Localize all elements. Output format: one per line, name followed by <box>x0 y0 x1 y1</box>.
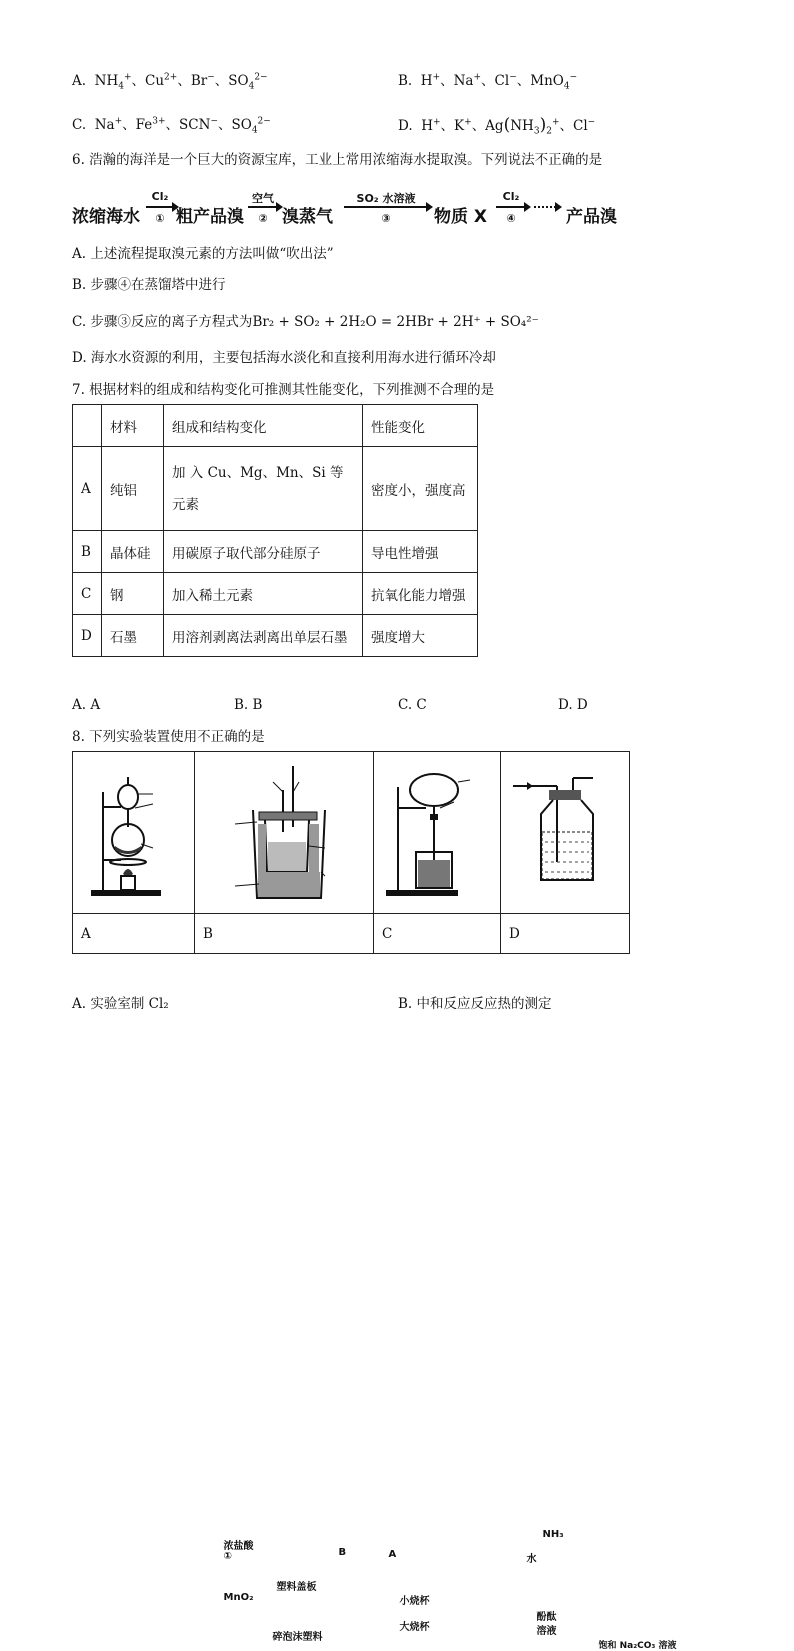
q6-option-c <box>72 313 539 331</box>
q6-stem: 6. 浩瀚的海洋是一个巨大的资源宝库，工业上常用浓缩海水提取溴。下列说法不正确的是 <box>72 152 603 168</box>
fig-c-solution-label: 溶液 <box>536 1625 557 1637</box>
row-material: 钢 <box>102 573 164 615</box>
q5-b-letter: B. <box>398 73 413 89</box>
flow-step-4: ④ <box>506 212 516 225</box>
fig-a-acid-label: 浓盐酸 <box>223 1540 254 1552</box>
q7-answer-a: A. A <box>72 697 101 713</box>
flow-node-5: 产品溴 <box>566 207 617 227</box>
row-property: 导电性增强 <box>363 531 478 573</box>
row-property: 密度小，强度高 <box>363 447 478 531</box>
chlorine-generator-figure <box>73 752 194 909</box>
q6-flow-diagram <box>72 188 632 232</box>
q7-answer-b: B. B <box>234 697 263 713</box>
flow-dotted-arrow <box>534 206 556 208</box>
row-change: 加入稀土元素 <box>164 573 363 615</box>
q8-option-b: B. 中和反应反应热的测定 <box>398 996 552 1012</box>
row-id: C <box>73 573 102 615</box>
row-change <box>164 447 363 531</box>
q5-option-c: C. Na+、$Fe^{3+}$、SCN−、$SO_4^{2-}$ <box>72 116 271 136</box>
q6-option-c-prefix: C. 步骤③反应的离子方程式为 <box>72 314 253 330</box>
fig-c-nh3-label: NH₃ <box>542 1528 564 1540</box>
flow-reagent-1: Cl₂ <box>151 190 169 203</box>
q8-stem: 8. 下列实验装置使用不正确的是 <box>72 729 265 745</box>
table-row <box>73 531 478 573</box>
q5-option-a: A. $NH_4^+$、$Cu^{2+}$、Br−、$SO_4^{2-}$ <box>72 72 268 92</box>
figure-label: A <box>73 914 195 954</box>
q6-option-b: B. 步骤④在蒸馏塔中进行 <box>72 277 226 293</box>
ion: $NH_4^+$ <box>94 72 132 92</box>
flow-reagent-2: 空气 <box>252 192 274 205</box>
fig-c-water-label: 水 <box>526 1553 537 1565</box>
flow-arrow-3 <box>344 206 428 208</box>
table-header-cell: 材料 <box>102 405 164 447</box>
q7-answer-d: D. D <box>558 697 588 713</box>
row-material: 晶体硅 <box>102 531 164 573</box>
flow-node-4: 物质 X <box>434 207 488 227</box>
row-change: 用溶剂剥离法剥离出单层石墨 <box>164 615 363 657</box>
row-property: 抗氧化能力增强 <box>363 573 478 615</box>
flow-node-1: 浓缩海水 <box>72 207 140 227</box>
q5-a-letter: A. <box>72 73 87 89</box>
fig-b-A-label: A <box>388 1548 397 1560</box>
table-row <box>73 447 478 531</box>
table-header-cell <box>73 405 102 447</box>
calorimeter-figure <box>195 752 373 909</box>
row-property: 强度增大 <box>363 615 478 657</box>
flow-step-2: ② <box>258 212 268 225</box>
table-header-row <box>73 405 478 447</box>
flow-arrow-4 <box>496 206 526 208</box>
flow-arrow-2 <box>248 206 278 208</box>
figure-label: C <box>374 914 501 954</box>
fig-b-B-label: B <box>338 1546 347 1558</box>
row-material: 纯铝 <box>102 447 164 531</box>
row-id: D <box>73 615 102 657</box>
fig-b-small-beaker-label: 小烧杯 <box>399 1595 430 1607</box>
q6-option-a: A. 上述流程提取溴元素的方法叫做“吹出法” <box>72 246 334 262</box>
figure-label: D <box>501 914 630 954</box>
fig-b-lid-label: 塑料盖板 <box>276 1581 317 1593</box>
q7-stem: 7. 根据材料的组成和结构变化可推测其性能变化，下列推测不合理的是 <box>72 382 495 398</box>
table-row <box>73 615 478 657</box>
table-header-cell: 性能变化 <box>363 405 478 447</box>
q5-option-b: B. H+、Na+、Cl−、MnO$_4$− <box>398 72 578 92</box>
figure-row <box>73 752 630 914</box>
row-change-line1: 加 入 Cu、Mg、Mn、Si 等 <box>172 464 344 481</box>
arrow-icon <box>527 782 533 790</box>
fig-d-solution-label: 饱和 Na₂CO₃ 溶液 <box>598 1640 677 1651</box>
row-id: B <box>73 531 102 573</box>
q7-material-table <box>72 404 478 657</box>
flow-step-1: ① <box>155 212 165 225</box>
q8-option-a: A. 实验室制 Cl₂ <box>72 996 169 1012</box>
row-change-line2: 元素 <box>172 496 199 513</box>
flow-reagent-3: SO₂ 水溶液 <box>356 192 416 205</box>
q6-option-d: D. 海水水资源的利用，主要包括海水淡化和直接利用海水进行循环冷却 <box>72 350 496 366</box>
fig-a-mark-label: ① <box>223 1550 232 1562</box>
arrowhead-icon <box>426 202 433 212</box>
arrowhead-icon <box>524 202 531 212</box>
q7-answer-c: C. C <box>398 697 427 713</box>
table-header-cell: 组成和结构变化 <box>164 405 363 447</box>
q5-c-letter: C. <box>72 117 87 133</box>
flow-reagent-4: Cl₂ <box>502 190 520 203</box>
q5-option-d: D. H+、K+、$Ag(NH_3)_2^+$、Cl− <box>398 115 596 137</box>
fig-b-foam-label: 碎泡沫塑料 <box>272 1631 323 1643</box>
q5-d-letter: D. <box>398 118 413 134</box>
gas-washing-bottle-figure <box>501 752 629 909</box>
q6-option-c-equation: Br₂ + SO₂ + 2H₂O = 2HBr + 2H⁺ + SO₄²⁻ <box>252 314 539 330</box>
flow-arrow-1 <box>146 206 174 208</box>
row-change: 用碳原子取代部分硅原子 <box>164 531 363 573</box>
arrowhead-icon <box>555 202 562 212</box>
fig-a-mno2-label: MnO₂ <box>223 1591 254 1603</box>
figure-label: B <box>195 914 374 954</box>
flow-node-2: 粗产品溴 <box>176 207 244 227</box>
fountain-experiment-figure <box>374 752 500 909</box>
table-row <box>73 573 478 615</box>
fig-b-large-beaker-label: 大烧杯 <box>399 1621 430 1633</box>
row-id: A <box>73 447 102 531</box>
flow-step-3: ③ <box>381 212 391 225</box>
row-material: 石墨 <box>102 615 164 657</box>
fig-c-indicator-label: 酚酞 <box>536 1611 557 1623</box>
label-row <box>73 914 630 954</box>
flow-node-3: 溴蒸气 <box>282 207 333 227</box>
